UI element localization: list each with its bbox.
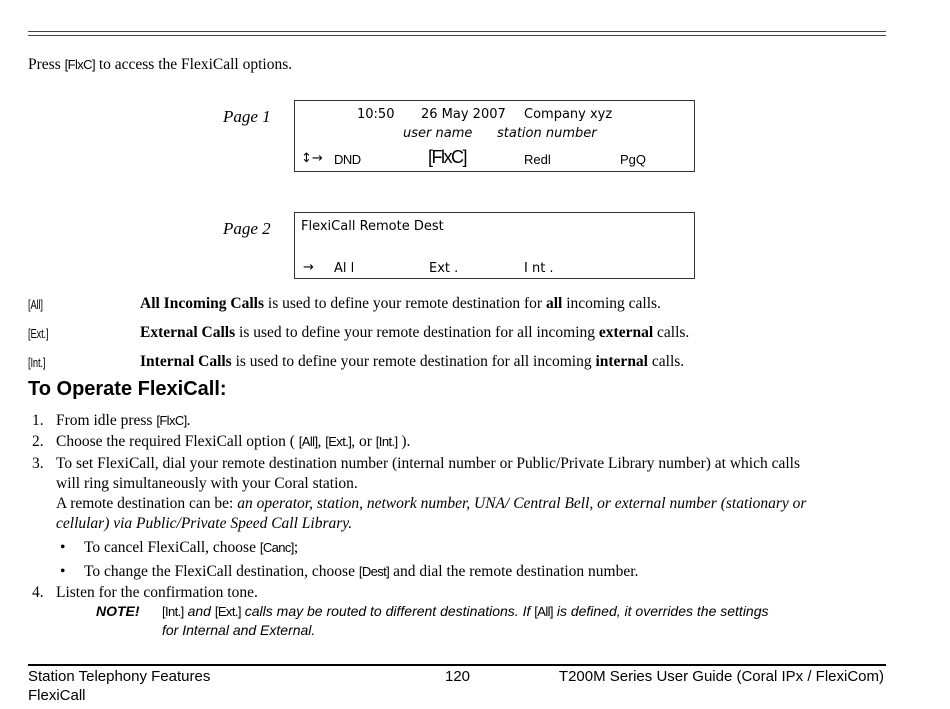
definition-text [140,324,689,342]
emph: internal [595,353,648,370]
sep: , [317,433,326,450]
intro-after: to access the FlexiCall options. [94,56,293,73]
step-1 [56,412,191,430]
int-key: [Int.] [375,434,398,449]
softkey-flxc[interactable]: [FlxC] [428,147,466,167]
sep: , or [351,433,376,450]
flxc-key: [FlxC] [64,57,95,72]
dest-key: [Dest] [358,564,390,579]
note-text: is defined, it overrides the settings [552,603,769,619]
step-1-end: . [186,412,191,429]
page1-label: Page 1 [223,107,271,126]
step-3-line3-italic: an operator, station, network number, UNA/ Central Bell, or external number (stationary or [237,495,807,512]
definition-text [140,353,684,371]
scroll-arrows-icon: ↕→ [301,151,323,166]
bullet-2-icon: • [60,563,66,580]
step-1-text: From idle press [56,412,157,429]
emph: all [545,295,563,312]
step-2 [56,433,410,451]
step-3-number: 3. [32,455,44,472]
step-3-line3-lead: A remote destination can be: [56,495,238,512]
lcd-station: station number [497,126,597,141]
ext-key: [Ext.] [325,434,352,449]
lcd-page1 [294,100,695,172]
step-2-end: ). [397,433,411,450]
step-4-number: 4. [32,584,44,601]
emph: external [598,324,654,341]
intro-line [28,56,292,74]
bullet-1-end: ; [293,539,299,556]
header-rule-top [28,31,886,32]
bullet-2 [84,563,638,581]
footer-chapter: FlexiCall [28,687,86,704]
desc-end: incoming calls. [562,295,661,312]
page-number: 120 [445,668,471,685]
step-2-text: Choose the required FlexiCall option ( [56,433,299,450]
step-3-line3 [56,495,806,513]
step-3-line1: To set FlexiCall, dial your remote destination number (internal number or Public/Private Library number) at which calls [56,455,801,472]
footer-title: T200M Series User Guide (Coral IPx / FlexiCom) [558,668,884,685]
all-key: [All] [534,604,553,619]
all-key: [All] [298,434,318,449]
bullet-1 [84,539,298,557]
lcd-page2 [294,212,695,279]
canc-key: [Canc] [259,540,294,555]
definition-text [140,295,661,313]
softkey-pgq[interactable]: PgQ [620,152,647,167]
step-3-line4: cellular) via Public/Private Speed Call Library. [56,515,353,532]
all-key: [All] [28,297,43,312]
lcd-time: 10:50 [357,107,395,122]
desc-end: calls. [653,324,690,341]
softkey-redl[interactable]: Redl [524,152,551,167]
int-key: [Int.] [28,355,46,370]
desc-end: calls. [648,353,685,370]
note-text: and [183,603,215,619]
note-text: calls may be routed to different destinations. If [240,603,535,619]
desc: is used to define your remote destination for [264,295,546,312]
softkey-int[interactable]: I nt . [524,261,554,276]
softkey-all[interactable]: Al l [334,261,355,276]
page2-label: Page 2 [223,219,271,238]
term: Internal Calls [140,353,232,370]
note-label: NOTE! [96,603,140,619]
bullet-2-text: To change the FlexiCall destination, choose [84,563,359,580]
softkey-ext[interactable]: Ext . [429,261,459,276]
term: All Incoming Calls [140,295,265,312]
step-1-number: 1. [32,412,44,429]
lcd-user: user name [403,126,473,141]
int-key: [Int.] [162,604,184,619]
ext-key: [Ext.] [214,604,241,619]
step-4: Listen for the confirmation tone. [56,584,258,601]
right-arrow-icon: → [303,260,314,275]
section-heading: To Operate FlexiCall: [28,378,227,400]
lcd-title: FlexiCall Remote Dest [301,219,444,234]
lcd-date: 26 May 2007 [421,107,506,122]
desc: is used to define your remote destination for all incoming [231,353,596,370]
lcd-company: Company xyz [524,107,613,122]
intro-before: Press [28,56,65,73]
flxc-key: [FlxC] [156,413,187,428]
term: External Calls [140,324,236,341]
note-line1 [162,603,769,619]
softkey-dnd[interactable]: DND [334,152,361,167]
footer-section: Station Telephony Features [28,668,211,685]
note-line2: for Internal and External. [162,622,316,638]
step-2-number: 2. [32,433,44,450]
footer-rule [28,664,886,666]
step-3-line2: will ring simultaneously with your Coral station. [56,475,358,492]
ext-key: [Ext.] [28,326,49,341]
header-rule-bottom [28,35,886,36]
bullet-2-end: and dial the remote destination number. [389,563,639,580]
bullet-1-icon: • [60,539,66,556]
desc: is used to define your remote destination for all incoming [235,324,599,341]
bullet-1-text: To cancel FlexiCall, choose [84,539,260,556]
